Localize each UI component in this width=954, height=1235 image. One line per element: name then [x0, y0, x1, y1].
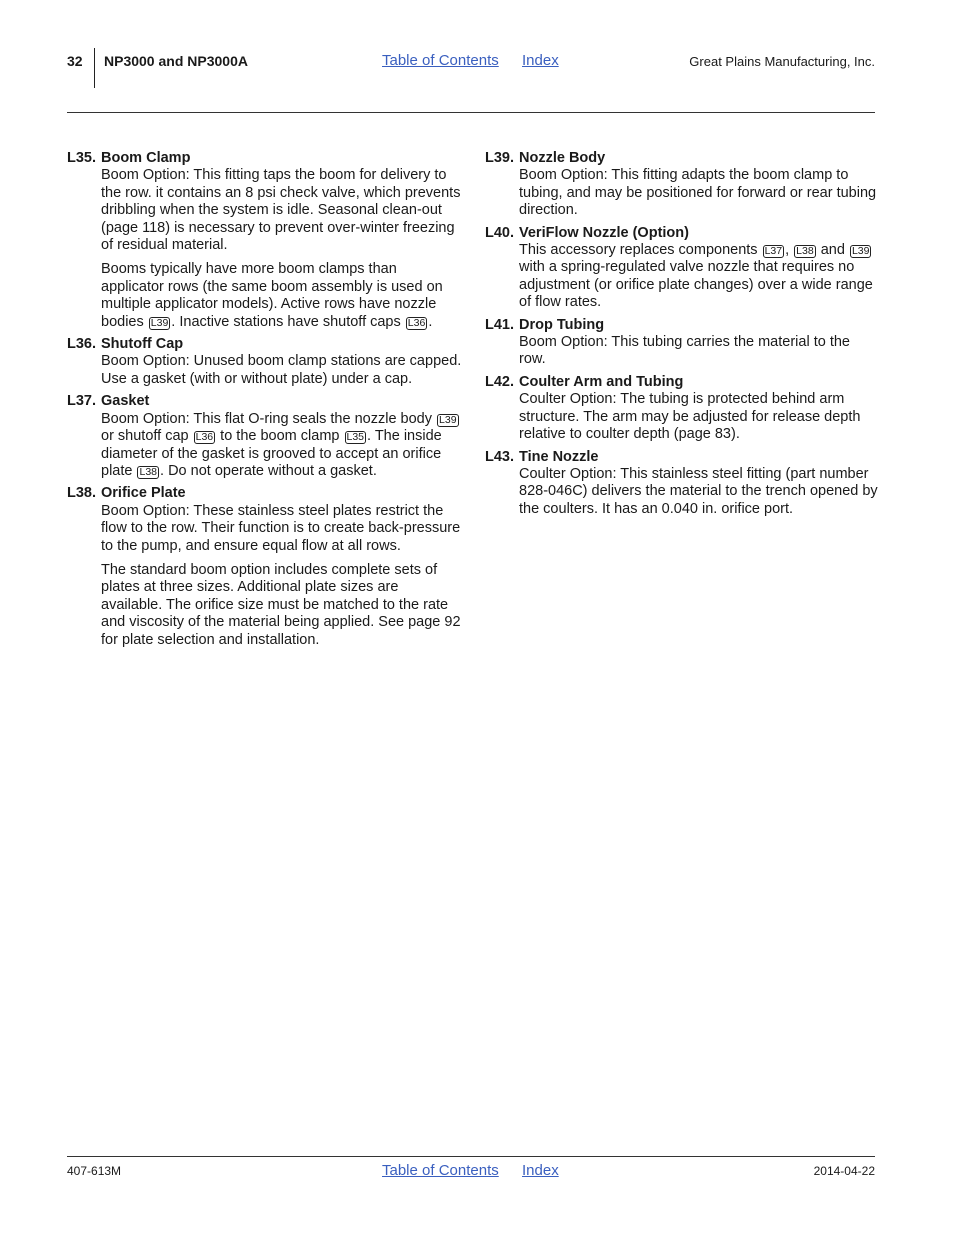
item-l39 [485, 150, 880, 220]
item-paragraph [519, 242, 880, 312]
item-l36 [67, 336, 462, 388]
item-number: L43. [485, 448, 515, 465]
item-number: L36. [67, 336, 97, 353]
item-number: L42. [485, 373, 515, 390]
item-paragraph: Boom Option: This fitting taps the boom for delivery to the row. it contains an 8 psi check valve, which prevents dribbling when the system is idle. Seasonal clean-out (page 118) is necessary to prevent over-winter freezing of residual material. [101, 167, 461, 254]
text-run: , [785, 242, 794, 259]
item-title: Coulter Arm and Tubing [519, 373, 684, 390]
text-run: or shutoff cap [101, 428, 193, 445]
item-l43 [485, 449, 880, 519]
item-l42 [485, 374, 880, 444]
text-run: . Do not operate without a gasket. [160, 462, 377, 479]
revision-date: 2014-04-22 [813, 1164, 875, 1178]
text-run: with a spring-regulated valve nozzle that requires no adjustment (or orifice plate changes) over a wide range of flow rates. [519, 259, 873, 311]
item-title: Drop Tubing [519, 316, 605, 333]
item-number: L35. [67, 150, 97, 166]
text-run: to the boom clamp [216, 428, 344, 445]
item-l41 [485, 317, 880, 369]
callout-ref: L39 [851, 245, 870, 258]
item-paragraph: Boom Option: This fitting adapts the boom clamp to tubing, and may be positioned for forward or rear tubing direction. [519, 167, 877, 219]
item-title: Orifice Plate [101, 485, 186, 502]
item-title: Tine Nozzle [519, 448, 599, 465]
item-paragraph [101, 411, 462, 481]
item-l40 [485, 225, 880, 312]
text-run: . Inactive stations have shutoff caps [171, 313, 405, 330]
item-paragraph: Boom Option: These stainless steel plates restrict the flow to the row. Their function is to create back-pressure to the pump, and ensure equal flow at all rows. [101, 502, 461, 554]
text-run: Boom Option: This flat O-ring seals the nozzle body [101, 410, 437, 427]
left-column [67, 150, 462, 654]
item-paragraph: The standard boom option includes complete sets of plates at three sizes. Additional plate sizes are available. The orifice size must be matched to the rate and viscosity of the material being applied. See page 92 for plate selection and installation. [101, 561, 461, 648]
item-paragraph: Boom Option: This tubing carries the material to the row. [519, 334, 850, 368]
callout-ref: L38 [139, 465, 158, 478]
callout-ref: L37 [764, 245, 783, 258]
company-name: Great Plains Manufacturing, Inc. [689, 54, 875, 69]
document-number: 407-613M [67, 1164, 122, 1178]
callout-ref: L39 [150, 316, 169, 329]
table-of-contents-link[interactable]: Table of Contents [382, 1162, 499, 1179]
callout-ref: L38 [796, 245, 814, 258]
item-title: VeriFlow Nozzle (Option) [519, 224, 689, 241]
footer-rule [67, 1156, 875, 1157]
item-number: L39. [485, 150, 515, 166]
item-number: L41. [485, 316, 515, 333]
text-run: Booms typically have more boom clamps than applicator rows (the same boom assembly is used on multiple applicator models). Active rows have nozzle bodies [101, 261, 443, 330]
table-of-contents-link[interactable]: Table of Contents [382, 52, 499, 69]
callout-ref: L36 [407, 316, 426, 329]
item-number: L38. [67, 485, 97, 502]
item-number: L40. [485, 224, 515, 241]
item-paragraph: Coulter Option: The tubing is protected behind arm structure. The arm may be adjusted for release depth relative to coulter depth (page 83). [519, 391, 861, 443]
item-title: Shutoff Cap [101, 336, 184, 353]
page-number: 32 [67, 53, 83, 69]
item-paragraph: Boom Option: Unused boom clamp stations are capped. Use a gasket (with or without plate) under a cap. [101, 353, 462, 387]
index-link[interactable]: Index [522, 52, 559, 69]
page-footer [67, 1158, 875, 1188]
item-paragraph: Coulter Option: This stainless steel fitting (part number 828-046C) delivers the material to the trench opened by the coulters. It has an 0.040 in. orifice port. [519, 465, 878, 517]
manual-title: NP3000 and NP3000A [104, 53, 248, 69]
header-divider [94, 48, 95, 88]
item-l38 [67, 485, 462, 649]
right-column [485, 150, 880, 523]
text-run: and [816, 242, 849, 259]
callout-ref: L35 [346, 431, 365, 444]
text-run: . The inside diameter of the gasket is grooved to accept an orifice plate [101, 428, 442, 479]
callout-ref: L36 [195, 431, 214, 444]
text-run: This accessory replaces components [519, 242, 762, 259]
item-title: Boom Clamp [101, 150, 191, 166]
page-header [67, 48, 875, 88]
index-link[interactable]: Index [522, 1162, 559, 1179]
item-l35 [67, 150, 462, 331]
item-l37 [67, 393, 462, 480]
item-paragraph [101, 261, 462, 331]
header-rule [67, 112, 875, 113]
item-number: L37. [67, 393, 97, 410]
item-title: Gasket [101, 393, 150, 410]
text-run: . [428, 313, 433, 330]
item-title: Nozzle Body [519, 150, 606, 166]
callout-ref: L39 [439, 413, 457, 426]
